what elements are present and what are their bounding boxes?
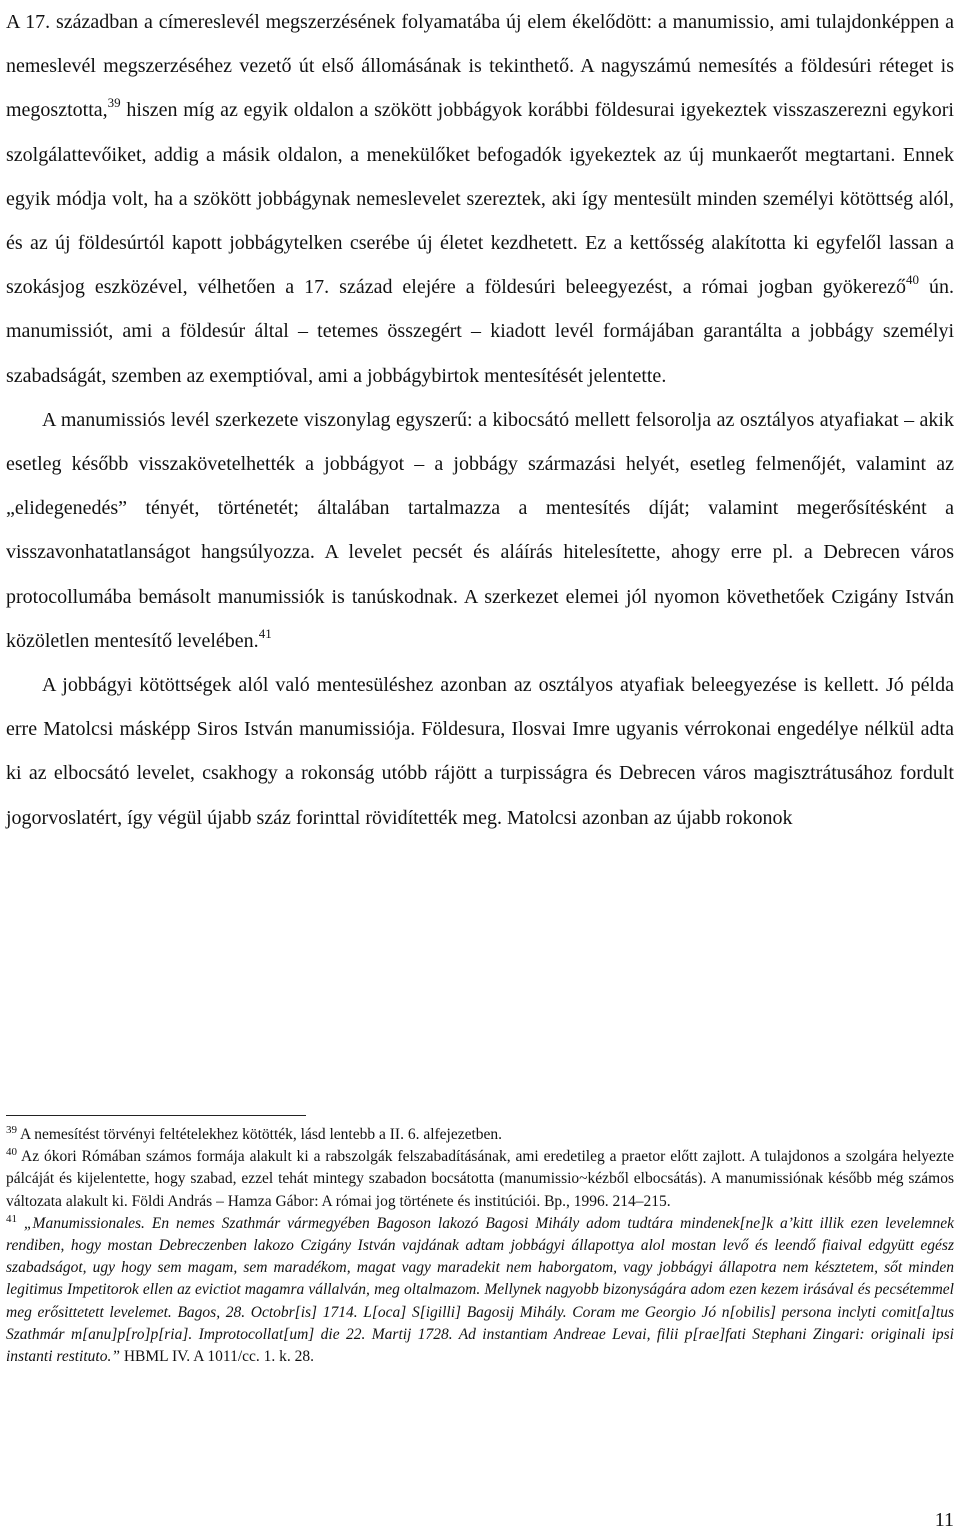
footnote-40	[6, 1146, 954, 1213]
footnote-39-text: A nemesítést törvényi feltételekhez kötötték, lásd lentebb a II. 6. alfejezetben.	[17, 1126, 503, 1143]
footnote-ref-39[interactable]: 39	[107, 95, 121, 111]
page-number: 11	[934, 1509, 954, 1531]
footnote-ref-41[interactable]: 41	[258, 625, 272, 641]
footnote-41-number: 41	[6, 1212, 17, 1225]
footnote-39	[6, 1124, 954, 1146]
footnote-ref-40[interactable]: 40	[906, 272, 920, 288]
footnote-41	[6, 1213, 954, 1368]
footnote-41-source: HBML IV. A 1011/cc. 1. k. 28.	[119, 1348, 315, 1366]
footnote-40-number: 40	[6, 1146, 17, 1159]
footnote-39-number: 39	[6, 1124, 17, 1136]
footnote-40-text: Az ókori Rómában számos formája alakult ki a rabszolgák felszabadításának, ami eredetileg a praetor előtt zajlott. A tulajdonos a szolgára helyezte pálcáját és kijelentette, hogy szabad, ezzel tehát mintegy szabadon bocsátotta (manumissio~kézből elbocsátás). A manumissiónak később még számos változata alakult ki. Földi András – Hamza Gábor: A római jog története és institúciói. Bp., 1996. 214–215.	[6, 1148, 954, 1210]
paragraph-2	[6, 398, 954, 663]
paragraph-1-text-b: hiszen míg az egyik oldalon a szökött jobbágyok korábbi földesurai igyekeztek visszaszerezni egykori szolgálattevőiket, addig a másik oldalon, a menekülőket befogadók igyekeztek az új munkaerőt megtartani. Ennek egyik módja volt, ha a szökött jobbágynak nemeslevelet szereztek, aki így mentesült minden személyi kötöttség alól, és az új földesúrtól kapott jobbágytelken cserébe új életet kezdhetett. Ez a kettősség alakította ki egyfelől lassan a szokásjog eszközével, vélhetően a 17. század elejére a földesúri beleegyezést, a római jogban gyökerező	[6, 99, 954, 299]
footnote-41-quote: „Manumissionales. En nemes Szathmár vármegyében Bagoson lakozó Bagosi Mihály adom tudtára mindenek[ne]k a’kitt illik ezen levelemnek rendiben, hogy mostan Debreczenben lakozo Czigány István vajdának adtam jobbágyi állapottya alol mostan levő és leendő fiaival edgyütt egész szabadságot, ugy hogy sem magam, sem maradékom, magat vagy maradekit nem haborgatom, vagy jobbágyi állapotra nem késztetem, sőt minden legitimus Impetitorok ellen az evictiot magamra vállalván, meg oltalmazom. Mellynek nagyobb bizonyságára adom ezen kezem irásával és pecsétemmel meg erősittetett levelemet. Bagos, 28. Octobr[is] 1714. L[oca] S[igilli] Bagosij Mihály. Coram me Georgio Jó n[obilis] persona inclyti comit[a]tus Szathmár m[anu]p[ro]p[ria]. Improtocollat[um] die 22. Martij 1728. Ad instantiam Andreae Levai, filii p[rae]fati Stephani Zingari: originali ipsi instanti restituto.”	[6, 1214, 954, 1366]
paragraph-2-text: A manumissiós levél szerkezete viszonylag egyszerű: a kibocsátó mellett felsorolja az osztályos atyafiakat – akik esetleg később visszakövetelhették a jobbágyot – a jobbágy származási helyét, esetleg felmenőjét, valamint az „elidegenedés” tényét, történetét; általában tartalmazza a mentesítés díját; valamint megerősítésként a visszavonhatatlanságot hangsúlyozza. A levelet pecsét és aláírás hitelesítette, ahogy erre pl. a Debrecen város protocollumába bemásolt manumissiók is tanúskodnak. A szerkezet elemei jól nyomon követhetőek Czigány István közöletlen mentesítő levelében.	[6, 408, 954, 652]
paragraph-1-text-c: ún. manumissiót, ami a földesúr által – tetemes összegért – kiadott levél formájában garantálta a jobbágy személyi szabadságát, szemben az exemptióval, ami a jobbágybirtok mentesítését jelentette.	[6, 276, 955, 387]
main-text	[6, 0, 954, 840]
paragraph-1-text-a: A 17. században a címereslevél megszerzésének folyamatába új elem ékelődött: a manumissio, ami tulajdonképpen a nemeslevél megszerzéséhez vezető út első állomásának is tekinthető. A nagyszámú nemesítés a földesúri réteget is megosztotta,	[6, 11, 954, 122]
paragraph-3: A jobbágyi kötöttségek alól való mentesüléshez azonban az osztályos atyafiak beleegyezése is kellett. Jó példa erre Matolcsi másképp Siros István manumissiója. Földesura, Ilosvai Imre ugyanis vérrokonai engedélye nélkül adta ki az elbocsátó levelet, csakhogy a rokonság utóbb rájött a turpisságra és Debrecen város magisztrátusához fordult jogorvoslatért, így végül újabb száz forinttal rövidítették meg. Matolcsi azonban az újabb rokonok	[6, 674, 954, 829]
paragraph-1	[6, 0, 954, 398]
footnote-separator	[6, 1115, 306, 1116]
footnotes	[6, 1124, 954, 1368]
